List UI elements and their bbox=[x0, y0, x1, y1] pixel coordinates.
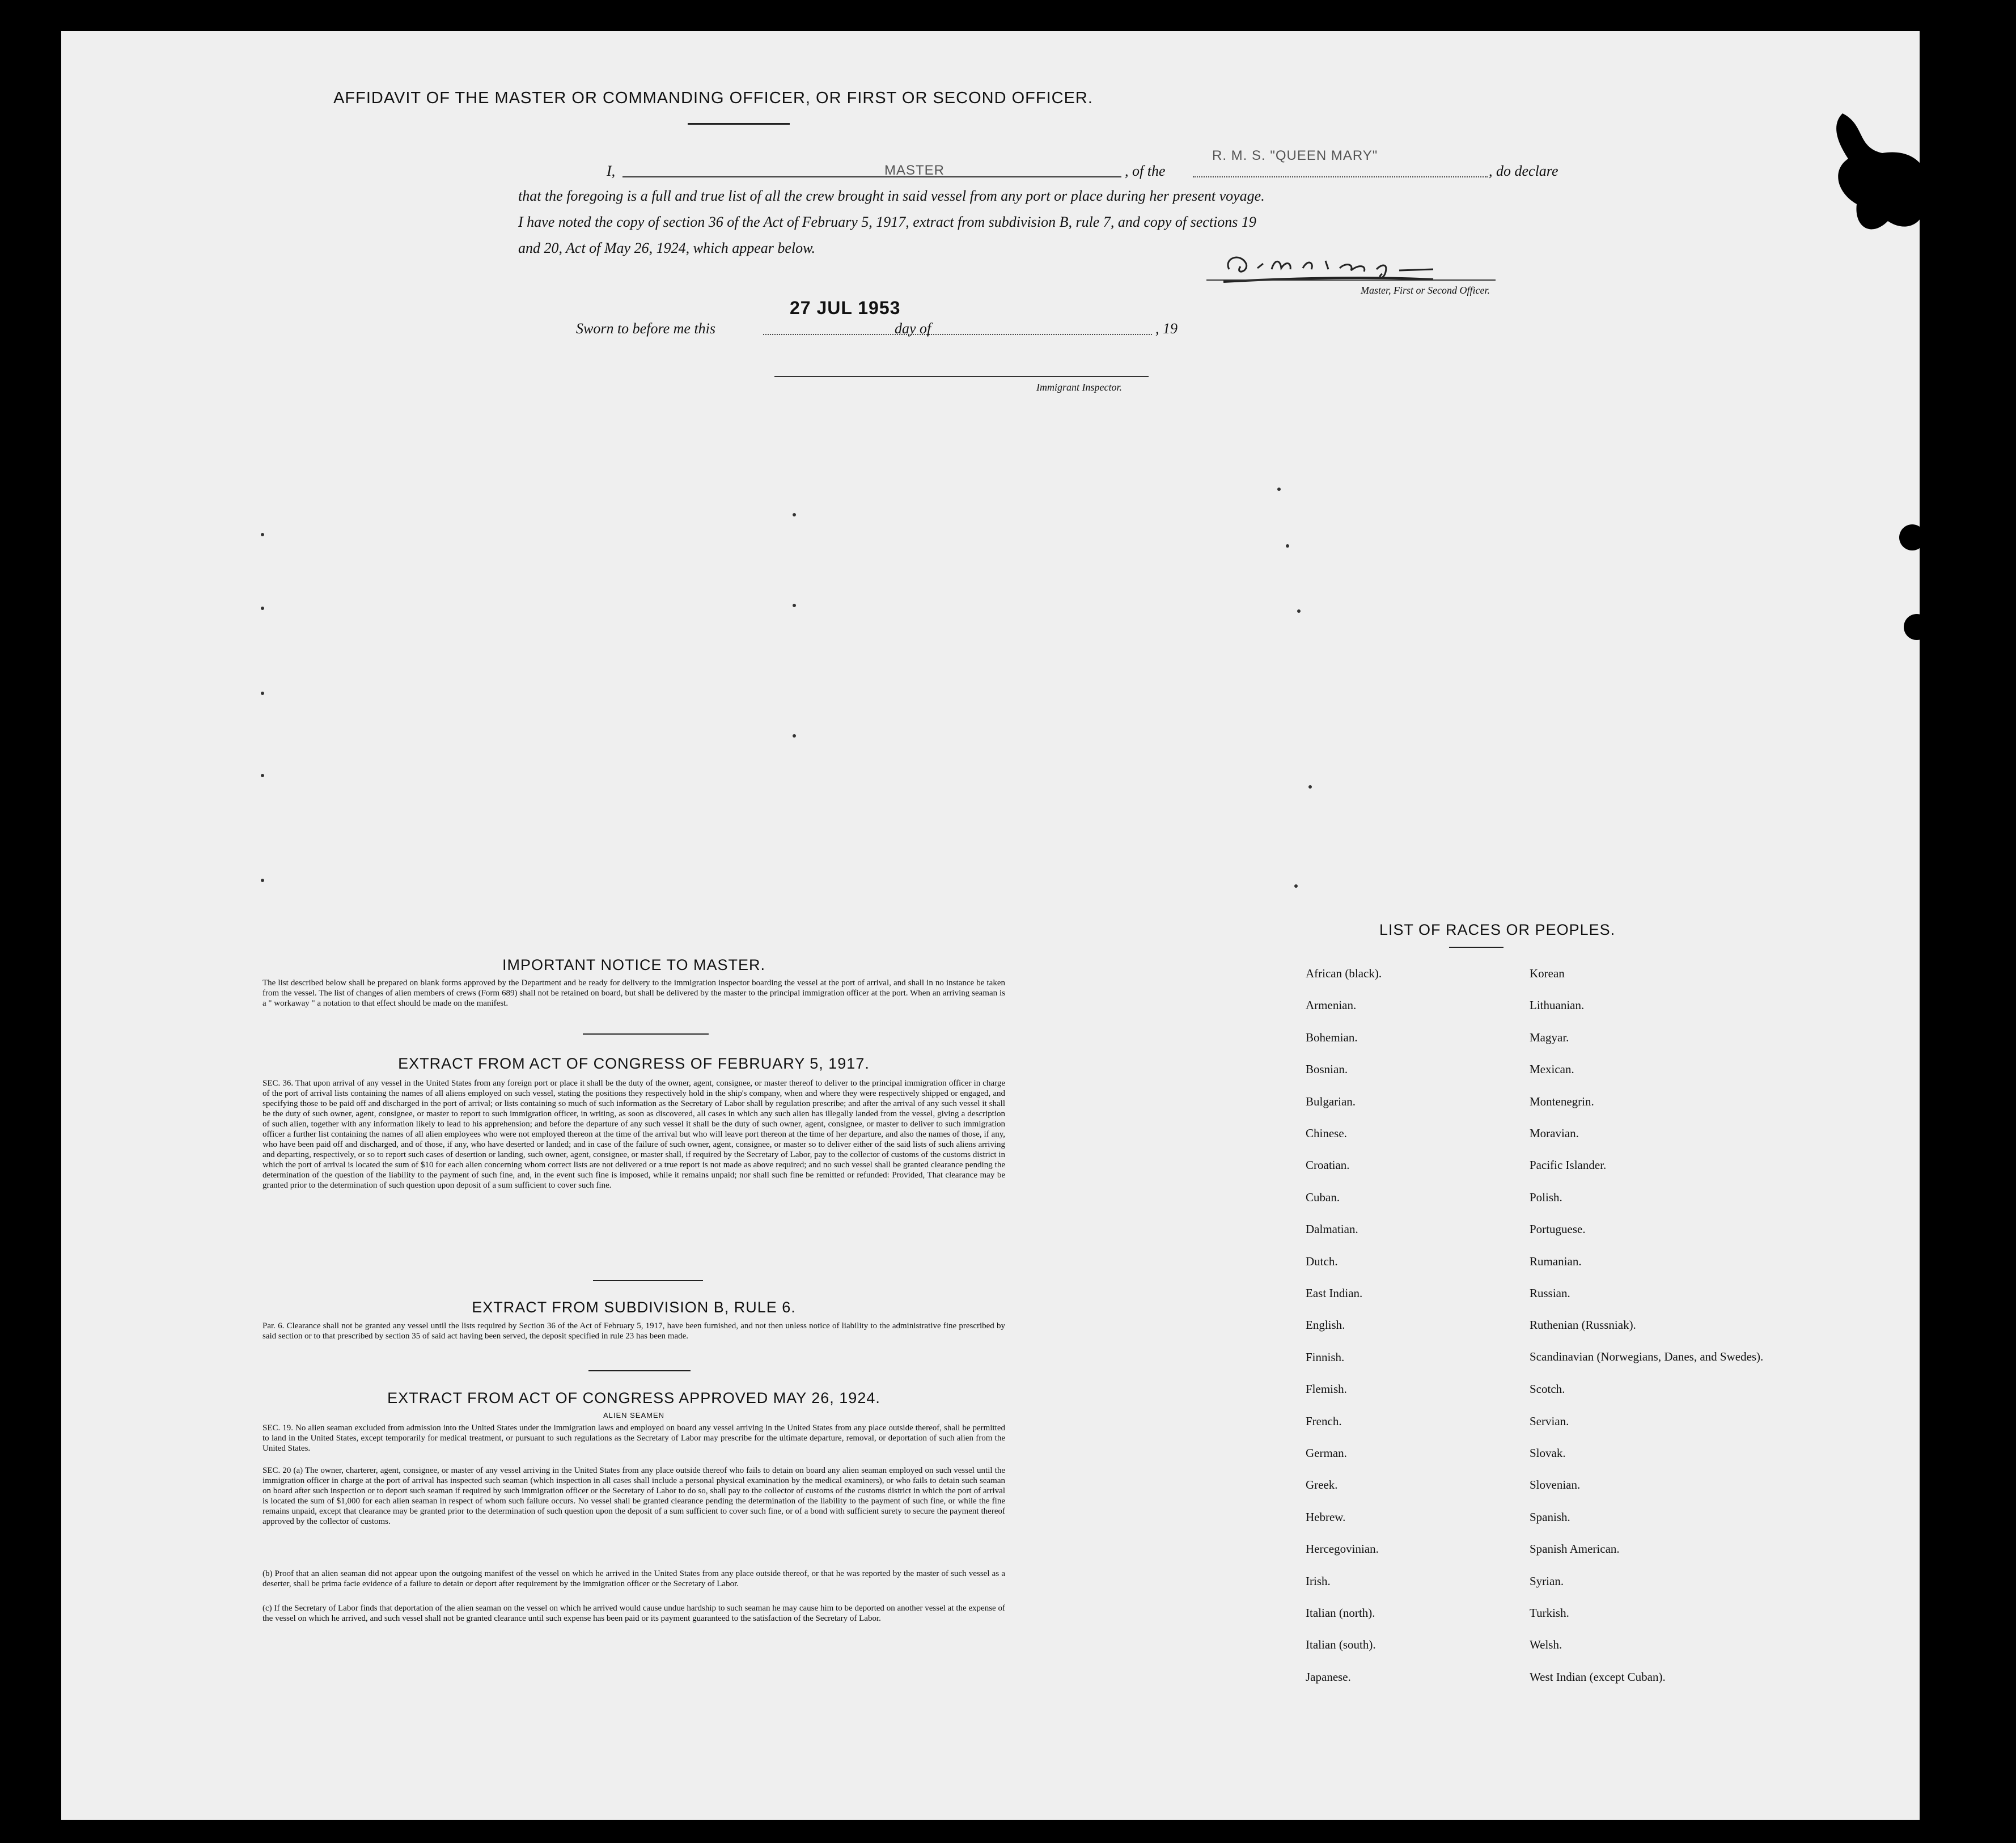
punch-hole bbox=[1923, 1566, 1949, 1592]
affidavit-line-3: and 20, Act of May 26, 1924, which appear below. bbox=[518, 240, 816, 256]
signature-caption: Master, First or Second Officer. bbox=[1361, 285, 1490, 296]
sworn-label: Sworn to before me this bbox=[576, 320, 716, 337]
race-item: African (black). bbox=[1306, 967, 1382, 980]
race-item: English. bbox=[1306, 1318, 1345, 1332]
year-label: , 19 bbox=[1155, 320, 1178, 337]
document-page bbox=[61, 31, 1920, 1820]
race-item: Spanish American. bbox=[1530, 1542, 1620, 1556]
race-item: French. bbox=[1306, 1414, 1342, 1428]
rule6-text: Par. 6. Clearance shall not be granted any vessel until the lists required by Section 36 of the Act of February 5, 1917, have been furnished, and not then unless notice of liability to the administrative fine prescribed by said section or to that prescribed by section 35 of said act having been served, the deposit specified in rule 23 has been made. bbox=[262, 1321, 1005, 1341]
faint-mark bbox=[1286, 544, 1289, 548]
faint-mark bbox=[1297, 609, 1301, 613]
race-item: Moravian. bbox=[1530, 1126, 1579, 1140]
race-item: Slovenian. bbox=[1530, 1478, 1581, 1492]
signature-line bbox=[1206, 279, 1496, 281]
i-label: I, bbox=[607, 163, 616, 179]
date-stamp: 27 JUL 1953 bbox=[790, 298, 901, 318]
race-item: Irish. bbox=[1306, 1574, 1331, 1588]
punch-hole bbox=[1922, 1477, 1948, 1503]
sworn-month-line bbox=[942, 334, 1152, 335]
extract-1924-sec19: SEC. 19. No alien seaman excluded from admission into the United States under the immigration laws and employed on board any vessel arriving in the United States from any place outside thereof, shall be permitted to land in the United States, except temporarily for medical treatment, or pursuant to such regulations as the Secretary of Labor may prescribe for the ultimate departure, removal, or deportation of such alien from the United States. bbox=[262, 1423, 1005, 1453]
extract-1924-sec20b: (b) Proof that an alien seaman did not appear upon the outgoing manifest of the vessel on which he arrived in the United States from any place outside thereof, or that he was reported by the master of such vessel as a deserter, shall be prima facie evidence of a failure to detain or deport after requirement by the immigration officer or the Secretary of Labor. bbox=[262, 1569, 1005, 1588]
master-value: MASTER bbox=[884, 163, 945, 178]
race-item: Croatian. bbox=[1306, 1158, 1350, 1172]
affidavit-line-2: I have noted the copy of section 36 of the Act of February 5, 1917, extract from subdivision B, rule 7, and copy of sections 19 bbox=[518, 214, 1256, 230]
race-item: Hercegovinian. bbox=[1306, 1542, 1379, 1556]
race-item: Mexican. bbox=[1530, 1062, 1574, 1077]
race-item: Rumanian. bbox=[1530, 1254, 1582, 1268]
race-item: Dutch. bbox=[1306, 1254, 1338, 1268]
affidavit-line-1: that the foregoing is a full and true list of all the crew brought in said vessel from any port or place during her present voyage. bbox=[518, 188, 1265, 204]
faint-mark bbox=[1308, 785, 1312, 789]
faint-mark bbox=[261, 879, 264, 882]
race-item: German. bbox=[1306, 1446, 1347, 1460]
notice-title: IMPORTANT NOTICE TO MASTER. bbox=[502, 956, 766, 973]
race-item: Finnish. bbox=[1306, 1350, 1345, 1364]
punch-hole bbox=[1904, 614, 1930, 640]
extract-1917-rule bbox=[593, 1280, 703, 1281]
title-rule bbox=[688, 123, 790, 125]
race-item: Welsh. bbox=[1530, 1638, 1562, 1652]
punch-hole bbox=[1948, 1112, 1974, 1138]
vessel-line bbox=[1193, 176, 1488, 177]
extract-1924-title: EXTRACT FROM ACT OF CONGRESS APPROVED MAY 26, 1924. bbox=[387, 1389, 880, 1406]
faint-mark bbox=[261, 607, 264, 610]
race-item: Portuguese. bbox=[1530, 1222, 1586, 1236]
race-item: Italian (south). bbox=[1306, 1638, 1376, 1652]
race-item: Scandinavian (Norwegians, Danes, and Swedes). bbox=[1530, 1349, 1764, 1363]
race-item: Turkish. bbox=[1530, 1606, 1569, 1620]
faint-mark bbox=[1294, 884, 1298, 888]
rule6-rule bbox=[588, 1370, 691, 1371]
race-item: East Indian. bbox=[1306, 1286, 1363, 1300]
race-item: Bohemian. bbox=[1306, 1030, 1358, 1044]
race-item: Italian (north). bbox=[1306, 1606, 1375, 1620]
notice-rule bbox=[583, 1033, 709, 1035]
faint-mark bbox=[261, 692, 264, 695]
race-item: West Indian (except Cuban). bbox=[1530, 1670, 1666, 1684]
race-item: Servian. bbox=[1530, 1414, 1569, 1428]
race-item: Montenegrin. bbox=[1530, 1094, 1594, 1108]
punch-hole bbox=[1951, 1203, 1977, 1229]
inspector-line bbox=[774, 376, 1149, 377]
extract-1924-sec20a: SEC. 20 (a) The owner, charterer, agent, consignee, or master of any vessel arriving in the United States from any place outside thereof who fails to detain on board any alien seaman employed on such vessel until the immigration officer in charge at the port of arrival has inspected such seaman (which inspection in all cases shall include a personal physical examination by the medical examiners), or who fails to detain such seaman on board after such inspection or to deport such seaman if required by such immigration officer or the Secretary of Labor to do so, shall pay to the collector of customs of the customs district in which the port of arrival is located the sum of $1,000 for each alien seaman in respect of whom such failure occurs. No vessel shall be granted clearance pending the determination of the liability to the payment of such fine, or while the fine remains unpaid, except that clearance may be granted prior to the determination of such question upon the deposit of a sum sufficient to cover such fine, or of a bond with sufficient surety to secure the payment thereof approved by the collector of customs. bbox=[262, 1466, 1005, 1526]
race-item: Flemish. bbox=[1306, 1382, 1347, 1396]
extract-1917-title: EXTRACT FROM ACT OF CONGRESS OF FEBRUARY 5, 1917. bbox=[398, 1055, 870, 1072]
faint-mark bbox=[1277, 488, 1281, 491]
race-item: Chinese. bbox=[1306, 1126, 1347, 1140]
do-declare-label: , do declare bbox=[1489, 163, 1558, 179]
race-item: Pacific Islander. bbox=[1530, 1158, 1607, 1172]
faint-mark bbox=[261, 774, 264, 777]
extract-1917-text: SEC. 36. That upon arrival of any vessel in the United States from any foreign port or place it shall be the duty of the owner, agent, consignee, or master thereof to deliver to the principal immigration officer in charge of the port of arrival lists containing the names of all aliens employed on such vessel, stating the positions they respectively hold in the ship's company, when and where they were respectively shipped or engaged, and specifying those to be paid off and discharged in the port of arrival; or lists containing so much of such information as the Secretary of Labor shall by regulation prescribe; and after the arrival of any such vessel it shall be the duty of such owner, agent, consignee, or master to report to such immigration officer, in writing, as soon as discovered, all cases in which any such alien has illegally landed from the vessel, giving a description of such alien, together with any information likely to lead to his apprehension; and before the departure of any such vessel it shall be the duty of such owner, agent, consignee, or master to deliver to such immigration officer a further list containing the names of all alien employees who were not employed thereon at the time of the arrival but who will leave port thereon at the time of her departure, and also the names of those, if any, who have been paid off and discharged, and of those, if any, who have deserted or landed; and in case of the failure of such owner, agent, consignee, or master so to deliver either of the said lists of such aliens arriving and departing, respectively, or so to report such cases of desertion or landing, such owner, agent, consignee, or master shall, if required by the Secretary of Labor, pay to the collector of customs of the customs district in which the port of arrival is located the sum of $10 for each alien concerning whom correct lists are not delivered or a true report is not made as above required; and no such vessel shall be granted clearance pending the determination of the question of the liability to the payment of such fine, and, in the event such fine is imposed, while it remains unpaid; nor shall such fine be remitted or refunded: Provided, That clearance may be granted prior to the determination of such question upon deposit of a sum sufficient to cover such fine. bbox=[262, 1079, 1005, 1190]
race-item: Cuban. bbox=[1306, 1190, 1340, 1204]
race-item: Russian. bbox=[1530, 1286, 1570, 1300]
torn-corner bbox=[1803, 108, 1945, 255]
race-item: Bosnian. bbox=[1306, 1062, 1348, 1077]
races-title-rule bbox=[1449, 947, 1503, 948]
race-item: Greek. bbox=[1306, 1478, 1338, 1492]
rule6-title: EXTRACT FROM SUBDIVISION B, RULE 6. bbox=[472, 1299, 796, 1316]
inspector-caption: Immigrant Inspector. bbox=[1036, 382, 1122, 393]
race-item: Syrian. bbox=[1530, 1574, 1564, 1588]
race-item: Polish. bbox=[1530, 1190, 1562, 1204]
race-item: Slovak. bbox=[1530, 1446, 1566, 1460]
race-item: Japanese. bbox=[1306, 1670, 1351, 1684]
notice-text: The list described below shall be prepared on blank forms approved by the Department and be ready for delivery to the immigration inspector boarding the vessel at the port of arrival, and shall in no instance be taken from the vessel. The list of changes of alien members of crews (Form 689) shall not be retained on board, but shall be delivered by the master to the principal immigration officer at the port. When an arriving seaman is a " workaway " a notation to that effect should be made on the manifest. bbox=[262, 978, 1005, 1008]
race-item: Korean bbox=[1530, 967, 1565, 980]
race-item: Lithuanian. bbox=[1530, 998, 1585, 1012]
race-item: Magyar. bbox=[1530, 1030, 1569, 1044]
master-line bbox=[622, 176, 1121, 177]
race-item: Bulgarian. bbox=[1306, 1094, 1356, 1108]
faint-mark bbox=[793, 604, 796, 607]
alien-seamen-subtitle: ALIEN SEAMEN bbox=[603, 1411, 665, 1420]
affidavit-title: AFFIDAVIT OF THE MASTER OR COMMANDING OFFICER, OR FIRST OR SECOND OFFICER. bbox=[333, 89, 1093, 107]
race-item: Armenian. bbox=[1306, 998, 1357, 1012]
extract-1924-sec20c: (c) If the Secretary of Labor finds that deportation of the alien seaman on the vessel on which he arrived would cause undue hardship to such seaman he may cause him to be deported on another vessel at the expense of the vessel on which he arrived, and such vessel shall not be granted clearance until such expense has been paid or its payment guaranteed to the satisfaction of the Secretary of Labor. bbox=[262, 1604, 1005, 1623]
day-of-label: day of bbox=[895, 320, 931, 337]
races-title: LIST OF RACES OR PEOPLES. bbox=[1379, 921, 1616, 938]
race-item: Ruthenian (Russniak). bbox=[1530, 1318, 1636, 1332]
faint-mark bbox=[261, 533, 264, 536]
race-item: Spanish. bbox=[1530, 1510, 1570, 1524]
race-item: Dalmatian. bbox=[1306, 1222, 1358, 1236]
race-item: Scotch. bbox=[1530, 1382, 1565, 1396]
faint-mark bbox=[793, 513, 796, 516]
punch-hole bbox=[1899, 524, 1925, 550]
race-item: Hebrew. bbox=[1306, 1510, 1346, 1524]
faint-mark bbox=[793, 734, 796, 738]
vessel-value: R. M. S. "QUEEN MARY" bbox=[1212, 148, 1378, 163]
of-the-label: , of the bbox=[1125, 163, 1166, 179]
